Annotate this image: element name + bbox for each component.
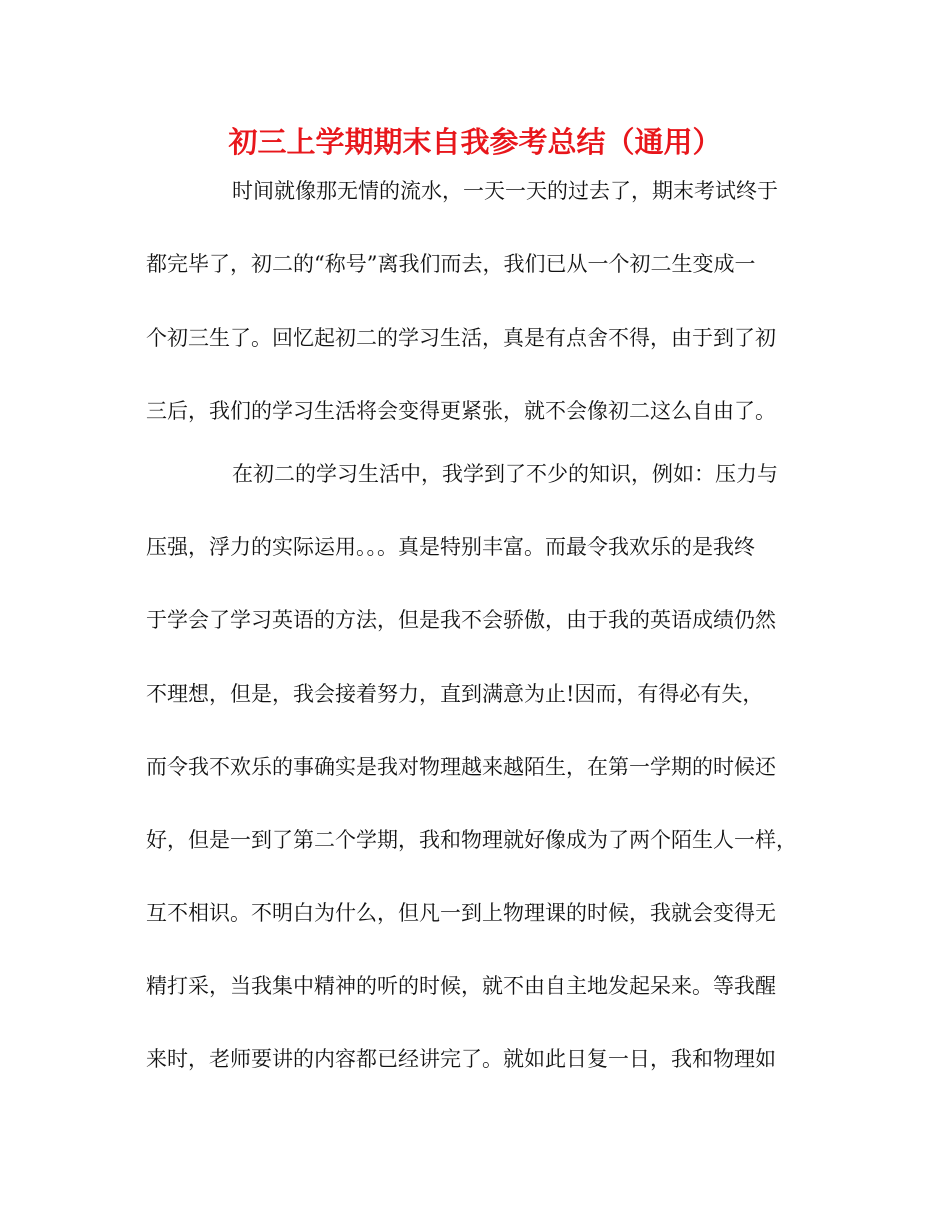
document-title: 初三上学期期末自我参考总结（通用） [228,125,722,159]
paragraph-line-13: 来时，老师要讲的内容都已经讲完了。就如此日复一日，我和物理如 [146,1047,776,1071]
paragraph-line-7: 于学会了学习英语的方法，但是我不会骄傲，由于我的英语成绩仍然 [146,608,776,632]
paragraph-line-10: 好，但是一到了第二个学期，我和物理就好像成为了两个陌生人一样， [146,828,797,852]
paragraph-line-11: 互不相识。不明白为什么，但凡一到上物理课的时候，我就会变得无 [146,901,776,925]
paragraph-line-9: 而令我不欢乐的事确实是我对物理越来越陌生，在第一学期的时候还 [146,755,776,779]
paragraph-line-8: 不理想，但是，我会接着努力，直到满意为止!因而，有得必有失， [146,682,764,706]
paragraph-line-5: 在初二的学习生活中，我学到了不少的知识，例如：压力与 [232,462,778,486]
paragraph-line-3: 个初三生了。回忆起初二的学习生活，真是有点舍不得，由于到了初 [146,326,776,350]
paragraph-line-6: 压强，浮力的实际运用。。。真是特别丰富。而最令我欢乐的是我终 [146,535,755,559]
paragraph-line-12: 精打采，当我集中精神的听的时候，就不由自主地发起呆来。等我醒 [146,974,776,998]
paragraph-line-1: 时间就像那无情的流水，一天一天的过去了，期末考试终于 [232,179,778,203]
paragraph-line-4: 三后，我们的学习生活将会变得更紧张，就不会像初二这么自由了。 [146,399,776,423]
paragraph-line-2: 都完毕了，初二的“称号”离我们而去，我们已从一个初二生变成一 [146,252,756,276]
